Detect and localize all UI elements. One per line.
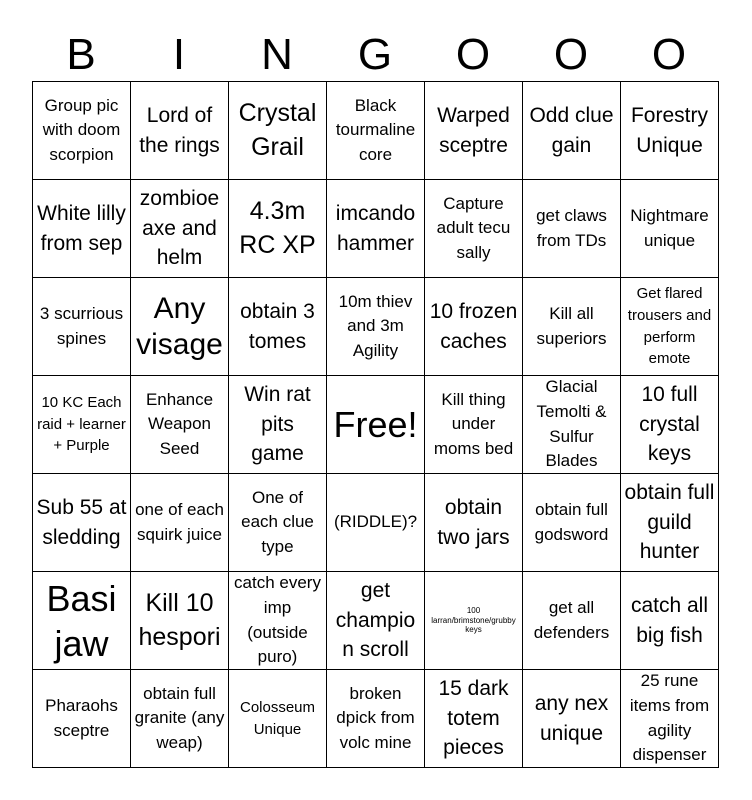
header-letter: O [455, 30, 491, 79]
bingo-cell[interactable]: 4.3m RC XP [229, 180, 327, 278]
bingo-cell[interactable]: Lord of the rings [131, 82, 229, 180]
bingo-cell[interactable]: catch all big fish [621, 572, 719, 670]
bingo-cell[interactable]: One of each clue type [229, 474, 327, 572]
bingo-cell[interactable]: Nightmare unique [621, 180, 719, 278]
bingo-cell[interactable]: obtain full godsword [523, 474, 621, 572]
bingo-cell[interactable]: 10 frozen caches [425, 278, 523, 376]
bingo-cell[interactable]: get all defenders [523, 572, 621, 670]
bingo-cell[interactable]: obtain two jars [425, 474, 523, 572]
header-letter: O [553, 30, 589, 79]
bingo-cell[interactable]: Pharaohs sceptre [33, 670, 131, 768]
bingo-cell[interactable]: catch every imp (outside puro) [229, 572, 327, 670]
bingo-cell[interactable]: 3 scurrious spines [33, 278, 131, 376]
bingo-cell[interactable]: 10 full crystal keys [621, 376, 719, 474]
header-letter: I [172, 30, 186, 79]
bingo-cell[interactable]: Kill 10 hespori [131, 572, 229, 670]
bingo-cell[interactable]: Glacial Temolti & Sulfur Blades [523, 376, 621, 474]
bingo-cell[interactable]: 10 KC Each raid + learner + Purple [33, 376, 131, 474]
bingo-cell[interactable]: imcando hammer [327, 180, 425, 278]
bingo-cell[interactable]: zombioe axe and helm [131, 180, 229, 278]
bingo-cell[interactable]: Get flared trousers and perform emote [621, 278, 719, 376]
header-letter: B [66, 30, 96, 79]
bingo-cell[interactable]: 10m thiev and 3m Agility [327, 278, 425, 376]
bingo-cell[interactable]: Win rat pits game [229, 376, 327, 474]
bingo-cell[interactable]: 25 rune items from agility dispenser [621, 670, 719, 768]
bingo-cell[interactable]: Kill all superiors [523, 278, 621, 376]
bingo-cell[interactable]: one of each squirk juice [131, 474, 229, 572]
bingo-cell[interactable]: Colosseum Unique [229, 670, 327, 768]
bingo-cell[interactable]: Sub 55 at sledding [33, 474, 131, 572]
bingo-cell[interactable]: White lilly from sep [33, 180, 131, 278]
bingo-cell[interactable]: Odd clue gain [523, 82, 621, 180]
bingo-cell[interactable]: Capture adult tecu sally [425, 180, 523, 278]
bingo-cell[interactable]: obtain 3 tomes [229, 278, 327, 376]
bingo-cell[interactable]: Warped sceptre [425, 82, 523, 180]
bingo-cell[interactable]: Forestry Unique [621, 82, 719, 180]
bingo-cell[interactable]: Any visage [131, 278, 229, 376]
bingo-cell[interactable]: Black tourmaline core [327, 82, 425, 180]
bingo-cell[interactable]: 100 larran/brimstone/grubby keys [425, 572, 523, 670]
bingo-cell[interactable]: get champion scroll [327, 572, 425, 670]
bingo-cell[interactable]: get claws from TDs [523, 180, 621, 278]
bingo-cell[interactable]: broken dpick from volc mine [327, 670, 425, 768]
header-letter: N [261, 30, 293, 79]
bingo-cell[interactable]: any nex unique [523, 670, 621, 768]
header-letter: G [357, 30, 393, 79]
bingo-cell[interactable]: obtain full guild hunter [621, 474, 719, 572]
bingo-grid [32, 81, 719, 768]
bingo-cell[interactable]: Group pic with doom scorpion [33, 82, 131, 180]
bingo-cell[interactable]: (RIDDLE)? [327, 474, 425, 572]
bingo-cell[interactable]: Basi jaw [33, 572, 131, 670]
bingo-cell[interactable]: obtain full granite (any weap) [131, 670, 229, 768]
bingo-cell[interactable]: Enhance Weapon Seed [131, 376, 229, 474]
free-cell[interactable]: Free! [327, 376, 425, 474]
bingo-cell[interactable]: Crystal Grail [229, 82, 327, 180]
header-letter: O [651, 30, 687, 79]
bingo-cell[interactable]: Kill thing under moms bed [425, 376, 523, 474]
bingo-header [32, 28, 718, 82]
bingo-cell[interactable]: 15 dark totem pieces [425, 670, 523, 768]
